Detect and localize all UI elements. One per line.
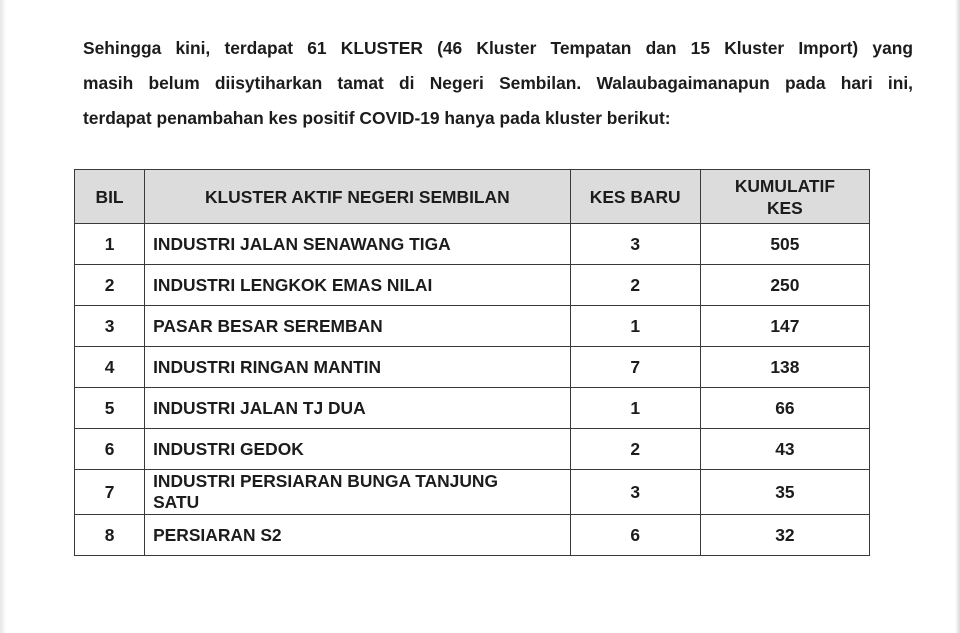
row-new-cases: 2	[570, 429, 700, 470]
table-row	[75, 306, 870, 347]
table-row	[75, 347, 870, 388]
intro-line-1: Sehingga kini, terdapat 61 KLUSTER (46 Kluster Tempatan dan 15 Kluster Import) yang	[83, 38, 913, 58]
header-cumulative-line2: KES	[767, 197, 803, 218]
row-bil: 1	[75, 224, 145, 265]
row-cumulative: 138	[700, 347, 869, 388]
intro-line-2: masih belum diisytiharkan tamat di Negeri Sembilan. Walaubagaimanapun pada hari ini,	[83, 73, 913, 93]
row-cumulative: 32	[700, 515, 869, 556]
header-new-cases: KES BARU	[570, 170, 700, 224]
row-cluster-name: PASAR BESAR SEREMBAN	[145, 306, 571, 347]
table-row	[75, 515, 870, 556]
table-row	[75, 388, 870, 429]
header-cumulative-line1: KUMULATIF	[734, 175, 835, 196]
table-row	[75, 429, 870, 470]
row-cluster-name-line1: INDUSTRI PERSIARAN BUNGA TANJUNG	[153, 471, 499, 491]
header-cluster-name: KLUSTER AKTIF NEGERI SEMBILAN	[145, 170, 571, 224]
row-cluster-name: INDUSTRI JALAN TJ DUA	[145, 388, 571, 429]
row-cluster-name: INDUSTRI RINGAN MANTIN	[145, 347, 571, 388]
row-new-cases: 3	[570, 224, 700, 265]
row-cumulative: 43	[700, 429, 869, 470]
row-bil: 8	[75, 515, 145, 556]
row-bil: 5	[75, 388, 145, 429]
table-row	[75, 265, 870, 306]
page-edge-left	[0, 0, 6, 633]
row-cumulative: 147	[700, 306, 869, 347]
row-cumulative: 250	[700, 265, 869, 306]
row-bil: 4	[75, 347, 145, 388]
row-new-cases: 1	[570, 306, 700, 347]
cluster-table	[74, 169, 870, 556]
row-new-cases: 3	[570, 470, 700, 515]
intro-line-3: terdapat penambahan kes positif COVID-19 hanya pada kluster berikut:	[83, 108, 671, 128]
header-bil: BIL	[75, 170, 145, 224]
row-cluster-name: PERSIARAN S2	[145, 515, 571, 556]
row-cluster-name: INDUSTRI GEDOK	[145, 429, 571, 470]
page-edge-right	[955, 0, 960, 633]
row-cluster-name: INDUSTRI JALAN SENAWANG TIGA	[145, 224, 571, 265]
table-row	[75, 224, 870, 265]
row-cluster-name	[145, 470, 571, 515]
header-cumulative	[700, 170, 869, 224]
row-bil: 2	[75, 265, 145, 306]
row-bil: 7	[75, 470, 145, 515]
row-cumulative: 66	[700, 388, 869, 429]
row-bil: 3	[75, 306, 145, 347]
row-bil: 6	[75, 429, 145, 470]
row-new-cases: 7	[570, 347, 700, 388]
row-new-cases: 6	[570, 515, 700, 556]
row-cumulative: 505	[700, 224, 869, 265]
table-row	[75, 470, 870, 515]
intro-paragraph	[83, 31, 913, 136]
row-new-cases: 1	[570, 388, 700, 429]
table-header-row	[75, 170, 870, 224]
row-cumulative: 35	[700, 470, 869, 515]
row-new-cases: 2	[570, 265, 700, 306]
row-cluster-name: INDUSTRI LENGKOK EMAS NILAI	[145, 265, 571, 306]
row-cluster-name-line2: SATU	[153, 492, 200, 512]
